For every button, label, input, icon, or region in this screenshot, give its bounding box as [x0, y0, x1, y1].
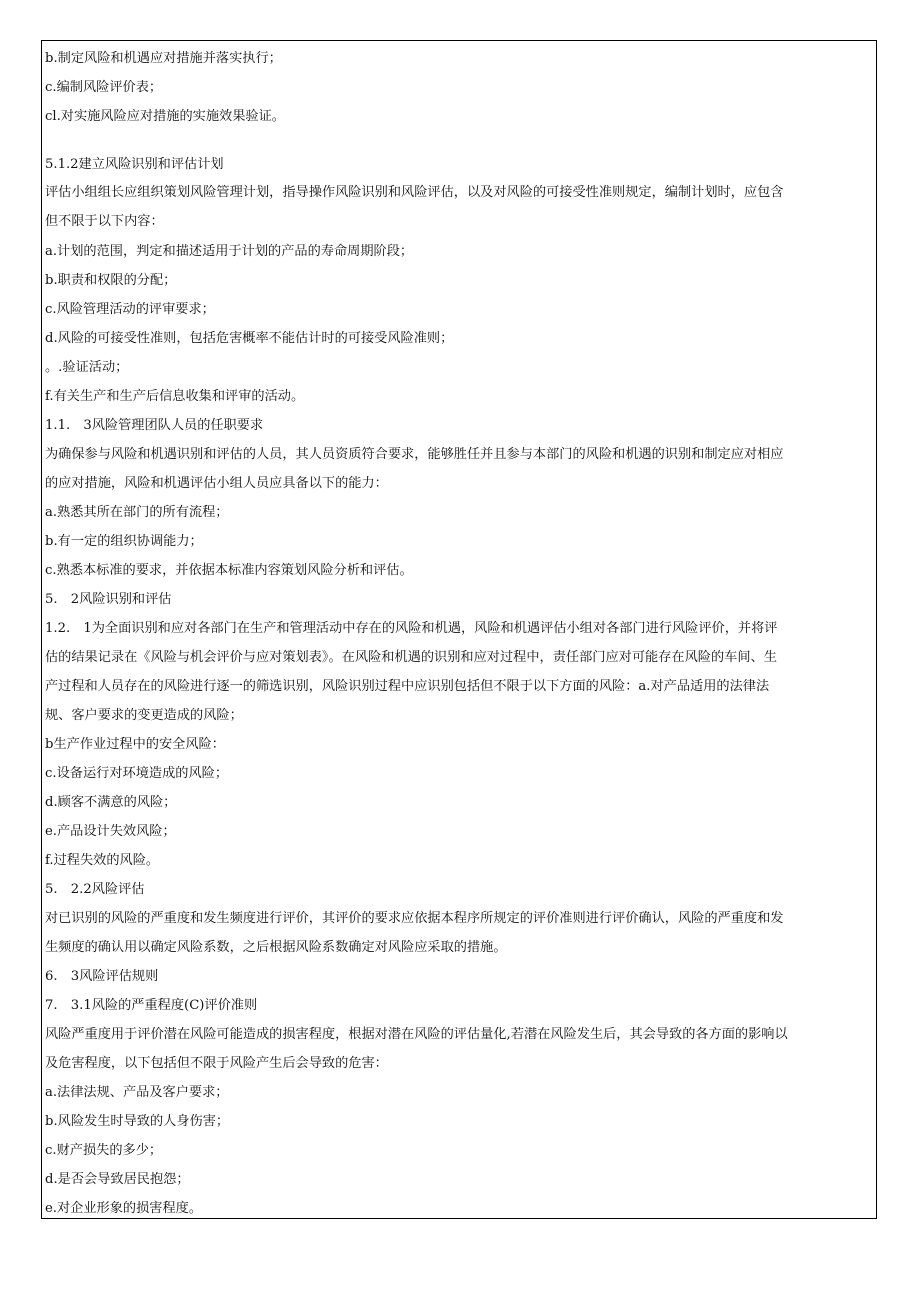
list-item: a.熟悉其所在部门的所有流程；	[45, 505, 229, 520]
section-heading: 6. 3风险评估规则	[45, 969, 159, 984]
list-item: c.熟悉本标准的要求，并依据本标准内容策划风险分析和评估。	[45, 563, 413, 578]
list-item: d.风险的可接受性准则，包括危害概率不能估计时的可接受风险准则；	[45, 331, 454, 346]
list-item: a.法律法规、产品及客户要求；	[45, 1085, 229, 1100]
list-item: d.顾客不满意的风险；	[45, 795, 177, 810]
text-line: c.编制风险评价表；	[45, 80, 163, 95]
section-heading: 1.1. 3风险管理团队人员的任职要求	[45, 418, 264, 433]
list-item: c.财产损失的多少；	[45, 1143, 163, 1158]
text-line: 对已识别的风险的严重度和发生频度进行评价，其评价的要求应依据本程序所规定的评价准则进行评价确认，风险的严重度和发	[45, 911, 784, 926]
list-item: d.是否会导致居民抱怨；	[45, 1172, 190, 1187]
list-item: c.风险管理活动的评审要求；	[45, 302, 215, 317]
list-item: e.产品设计失效风险；	[45, 824, 176, 839]
text-line: 产过程和人员存在的风险进行逐一的筛选识别，风险识别过程中应识别包括但不限于以下方面的风险：a.对产品适用的法律法	[45, 679, 770, 694]
text-line: 生频度的确认用以确定风险系数，之后根据风险系数确定对风险应采取的措施。	[45, 940, 507, 955]
section-heading: 5. 2风险识别和评估	[45, 592, 172, 607]
list-item: e.对企业形象的损害程度。	[45, 1201, 203, 1216]
text-line: cl.对实施风险应对措施的实施效果验证。	[45, 109, 285, 124]
text-line: 1.2. 1为全面识别和应对各部门在生产和管理活动中存在的风险和机遇，风险和机遇评估小组对各部门进行风险评价，并将评	[45, 621, 778, 636]
list-item: 。.验证活动；	[45, 360, 129, 375]
list-item: b.风险发生时导致的人身伤害；	[45, 1114, 230, 1129]
list-item: a.计划的范围，判定和描述适用于计划的产品的寿命周期阶段；	[45, 244, 414, 259]
section-heading: 5.1.2建立风险识别和评估计划	[45, 157, 224, 172]
section-heading: 7. 3.1风险的严重程度(C)评价准则	[45, 998, 258, 1013]
text-line: 但不限于以下内容：	[45, 214, 164, 229]
list-item: b.有一定的组织协调能力；	[45, 534, 203, 549]
list-item: b.职责和权限的分配；	[45, 273, 177, 288]
text-line: b.制定风险和机遇应对措施并落实执行；	[45, 51, 282, 66]
text-line: 的应对措施，风险和机遇评估小组人员应具备以下的能力：	[45, 476, 388, 491]
text-line: 为确保参与风险和机遇识别和评估的人员，其人员资质符合要求，能够胜任并且参与本部门的风险和机遇的识别和制定应对相应	[45, 447, 784, 462]
text-line: 及危害程度，以下包括但不限于风险产生后会导致的危害：	[45, 1056, 388, 1071]
list-item: c.设备运行对环境造成的风险；	[45, 766, 229, 781]
section-heading: 5. 2.2风险评估	[45, 882, 145, 897]
list-item: b生产作业过程中的安全风险：	[45, 737, 225, 752]
list-item: f.过程失效的风险。	[45, 853, 160, 868]
text-line: 评估小组组长应组织策划风险管理计划，指导操作风险识别和风险评估，以及对风险的可接受性准则规定，编制计划时，应包含	[45, 185, 784, 200]
text-line: 估的结果记录在《风险与机会评价与应对策划表》。在风险和机遇的识别和应对过程中，责任部门应对可能存在风险的车间、生	[45, 650, 777, 665]
text-line: 风险严重度用于评价潜在风险可能造成的损害程度，根据对潜在风险的评估量化,若潜在风险发生后，其会导致的各方面的影响以	[45, 1027, 788, 1042]
text-line: 规、客户要求的变更造成的风险；	[45, 708, 243, 723]
list-item: f.有关生产和生产后信息收集和评审的活动。	[45, 389, 305, 404]
